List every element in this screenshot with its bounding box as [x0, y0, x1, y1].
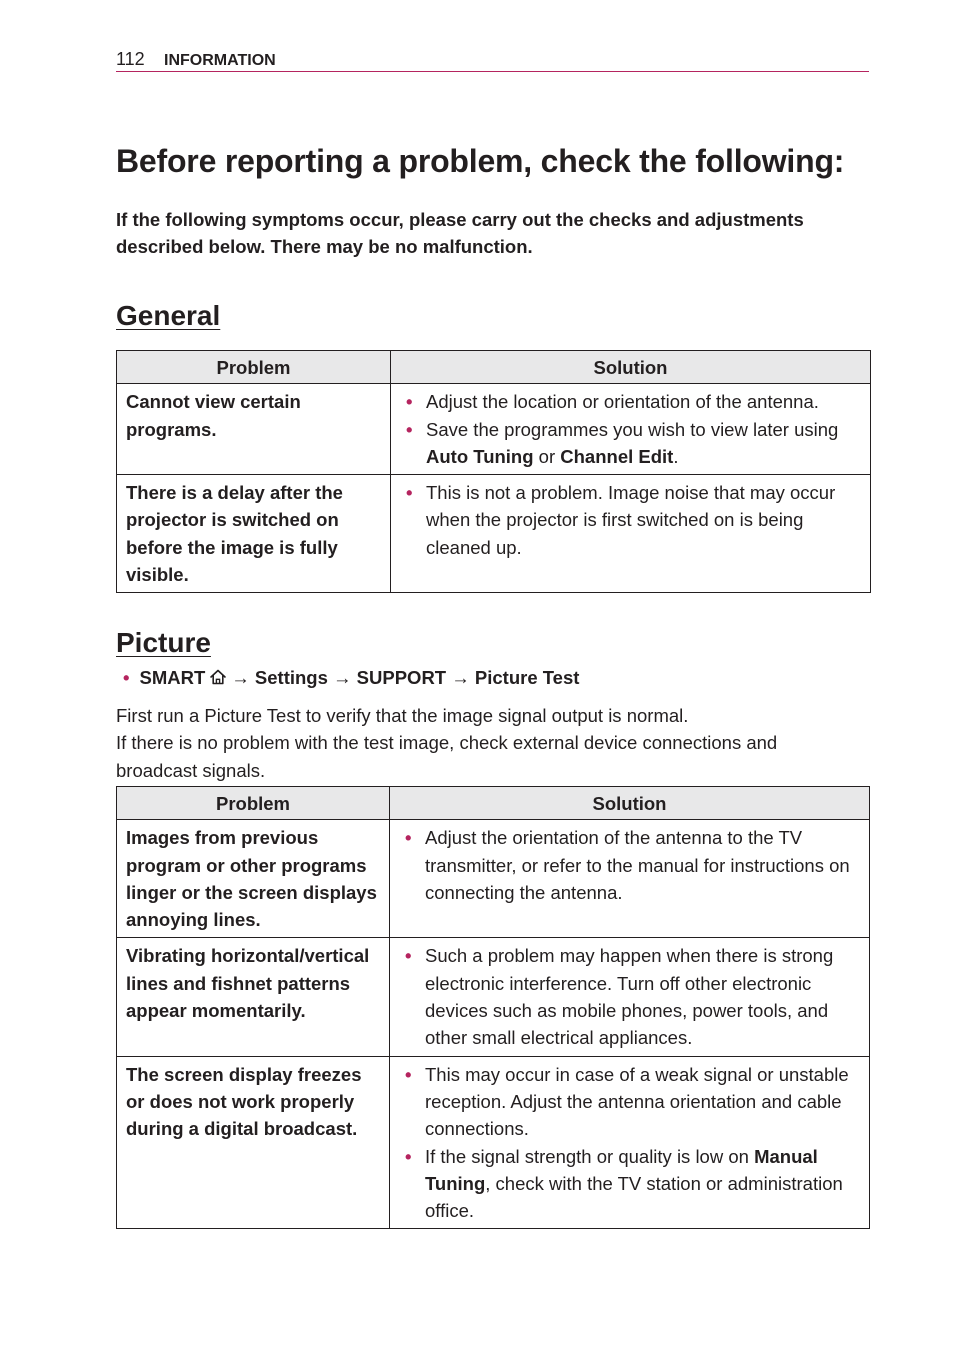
- column-header-problem: Problem: [117, 787, 390, 820]
- table-row: [117, 938, 870, 1056]
- page-header: [116, 46, 869, 72]
- column-header-solution: Solution: [390, 787, 870, 820]
- header-section-title: INFORMATION: [164, 52, 276, 69]
- bullet-icon: •: [405, 1145, 412, 1167]
- menu-path-picture-test: Picture Test: [474, 667, 580, 688]
- solution-cell: [390, 1056, 870, 1229]
- intro-text: If the following symptoms occur, please carry out the checks and adjustments described below. There may be no malfunction.: [116, 209, 804, 257]
- solution-list: [399, 824, 861, 906]
- table-row: [117, 475, 871, 593]
- list-item: • Adjust the orientation of the antenna to the TV transmitter, or refer to the manual for instructions on connecting the antenna.: [399, 824, 861, 906]
- menu-reference-channel-edit: Channel Edit: [560, 445, 674, 467]
- column-header-problem: Problem: [117, 351, 391, 384]
- home-icon: [209, 668, 227, 686]
- solution-list: [399, 1061, 861, 1225]
- list-item: • Adjust the location or orientation of the antenna.: [400, 388, 862, 415]
- list-item: • This may occur in case of a weak signal or unstable reception. Adjust the antenna orientation and cable connections.: [399, 1061, 861, 1143]
- bullet-icon: •: [405, 827, 412, 849]
- menu-path-settings: Settings: [254, 667, 328, 688]
- menu-path: [116, 664, 579, 691]
- menu-reference-auto-tuning: Auto Tuning: [426, 445, 534, 467]
- menu-path-smart: SMART: [139, 667, 206, 688]
- table-row: [117, 384, 871, 475]
- problem-cell: There is a delay after the projector is switched on before the image is fully visible.: [117, 475, 391, 593]
- list-item: • If the signal strength or quality is low on Manual Tuning, check with the TV station or administration office.: [399, 1143, 861, 1225]
- bullet-icon: •: [406, 482, 413, 504]
- problem-cell: Cannot view certain programs.: [117, 384, 391, 475]
- bullet-icon: •: [406, 418, 413, 440]
- picture-troubleshooting-table: [116, 786, 870, 1229]
- arrow-icon: →: [451, 667, 470, 688]
- column-header-solution: Solution: [391, 351, 871, 384]
- problem-cell: Vibrating horizontal/vertical lines and fishnet patterns appear momentarily.: [117, 938, 390, 1056]
- table-header-row: [117, 351, 871, 384]
- table-row: [117, 820, 870, 938]
- solution-list: [399, 942, 861, 1051]
- picture-description: [116, 702, 861, 784]
- page-title: Before reporting a problem, check the following:: [116, 143, 845, 179]
- menu-path-support: SUPPORT: [356, 667, 447, 688]
- section-heading-general: General: [116, 300, 221, 331]
- picture-description-line-2: If there is no problem with the test image, check external device connections and broadcast signals.: [116, 732, 778, 781]
- menu-reference-manual-tuning: Manual Tuning: [425, 1145, 818, 1194]
- list-item: • Save the programmes you wish to view later using Auto Tuning or Channel Edit.: [400, 416, 862, 471]
- general-troubleshooting-table: [116, 350, 871, 593]
- solution-list: [400, 479, 862, 561]
- bullet-icon: •: [406, 391, 413, 413]
- solution-cell: [391, 475, 871, 593]
- solution-list: [400, 388, 862, 470]
- bullet-icon: •: [405, 1063, 412, 1085]
- arrow-icon: →: [231, 667, 250, 688]
- problem-cell: The screen display freezes or does not work properly during a digital broadcast.: [117, 1056, 390, 1229]
- list-item: • Such a problem may happen when there is strong electronic interference. Turn off other electronic devices such as mobile phones, power tools, and other small electrical appliances.: [399, 942, 861, 1051]
- table-header-row: [117, 787, 870, 820]
- solution-cell: [390, 938, 870, 1056]
- problem-cell: Images from previous program or other programs linger or the screen displays annoying lines.: [117, 820, 390, 938]
- solution-cell: [390, 820, 870, 938]
- list-item: • This is not a problem. Image noise that may occur when the projector is first switched on is being cleaned up.: [400, 479, 862, 561]
- table-row: [117, 1056, 870, 1229]
- section-heading-picture: Picture: [116, 627, 211, 658]
- bullet-icon: •: [405, 945, 412, 967]
- picture-description-line-1: First run a Picture Test to verify that the image signal output is normal.: [116, 705, 689, 726]
- arrow-icon: →: [333, 667, 352, 688]
- solution-cell: [391, 384, 871, 475]
- bullet-icon: •: [123, 667, 130, 688]
- page-number: 112: [116, 49, 145, 69]
